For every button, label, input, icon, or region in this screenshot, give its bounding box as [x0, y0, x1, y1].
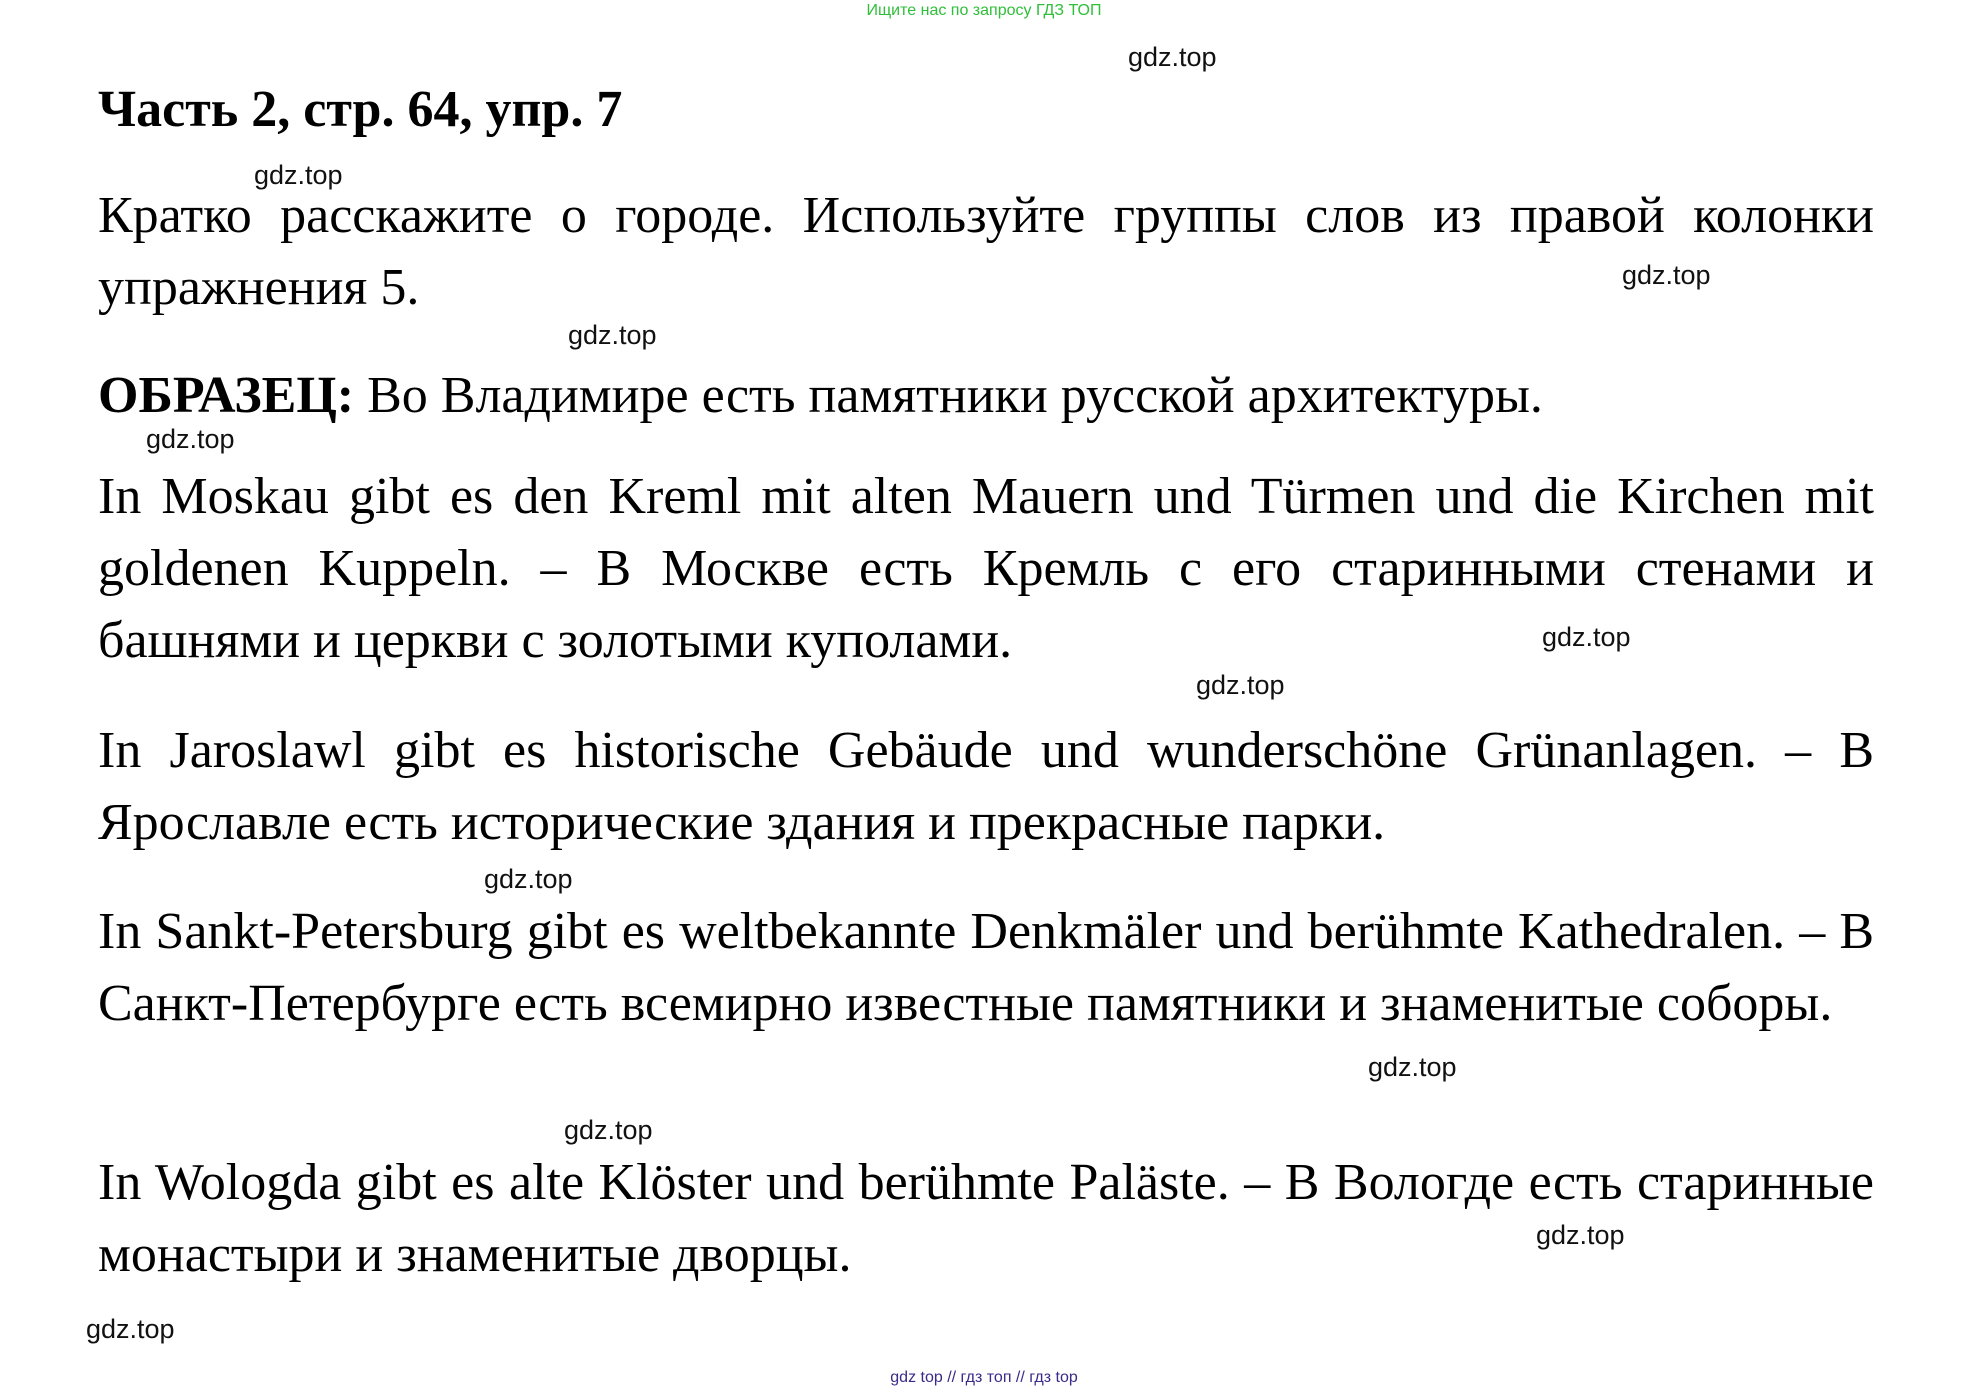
sample-text: Во Владимире есть памятники русской архитектуры. — [354, 367, 1543, 424]
answer-moscow: In Moskau gibt es den Kreml mit alten Mauern und Türmen und die Kirchen mit goldenen Kuppeln. – В Москве есть Кремль с его старинными стенами и башнями и церкви с золотыми куполами. — [98, 468, 1874, 669]
watermark: gdz.top — [1542, 622, 1631, 652]
watermark: gdz.top — [1196, 670, 1285, 700]
watermark: gdz.top — [568, 320, 657, 350]
page-title: Часть 2, стр. 64, упр. 7 — [98, 81, 623, 138]
footer-links[interactable]: gdz top // гдз топ // гдз top — [890, 1369, 1078, 1386]
watermark: gdz.top — [1536, 1220, 1625, 1250]
watermark: gdz.top — [1128, 42, 1217, 72]
watermark: gdz.top — [86, 1314, 175, 1344]
watermark: gdz.top — [564, 1115, 653, 1145]
watermark: gdz.top — [1368, 1052, 1457, 1082]
watermark: gdz.top — [484, 864, 573, 894]
watermark: gdz.top — [254, 160, 343, 190]
watermark: gdz.top — [1622, 260, 1711, 290]
top-banner-link[interactable]: Ищите нас по запросу ГДЗ ТОП — [866, 2, 1102, 19]
sample-paragraph — [98, 360, 1874, 432]
answer-saint-petersburg: In Sankt-Petersburg gibt es weltbekannte Denkmäler und berühmte Kathedralen. – В Санкт-Петербурге есть всемирно известные памятники и знаменитые соборы. — [98, 903, 1874, 1032]
task-instruction: Кратко расскажите о городе. Используйте группы слов из правой колонки упражнения 5. — [98, 187, 1874, 316]
answer-vologda: In Wologda gibt es alte Klöster und berühmte Paläste. – В Вологде есть старинные монастыри и знаменитые дворцы. — [98, 1154, 1874, 1283]
answer-yaroslavl: In Jaroslawl gibt es historische Gebäude und wunderschöne Grünanlagen. – В Ярославле есть исторические здания и прекрасные парки. — [98, 722, 1874, 851]
sample-label: ОБРАЗЕЦ: — [98, 367, 355, 424]
watermark: gdz.top — [146, 424, 235, 454]
